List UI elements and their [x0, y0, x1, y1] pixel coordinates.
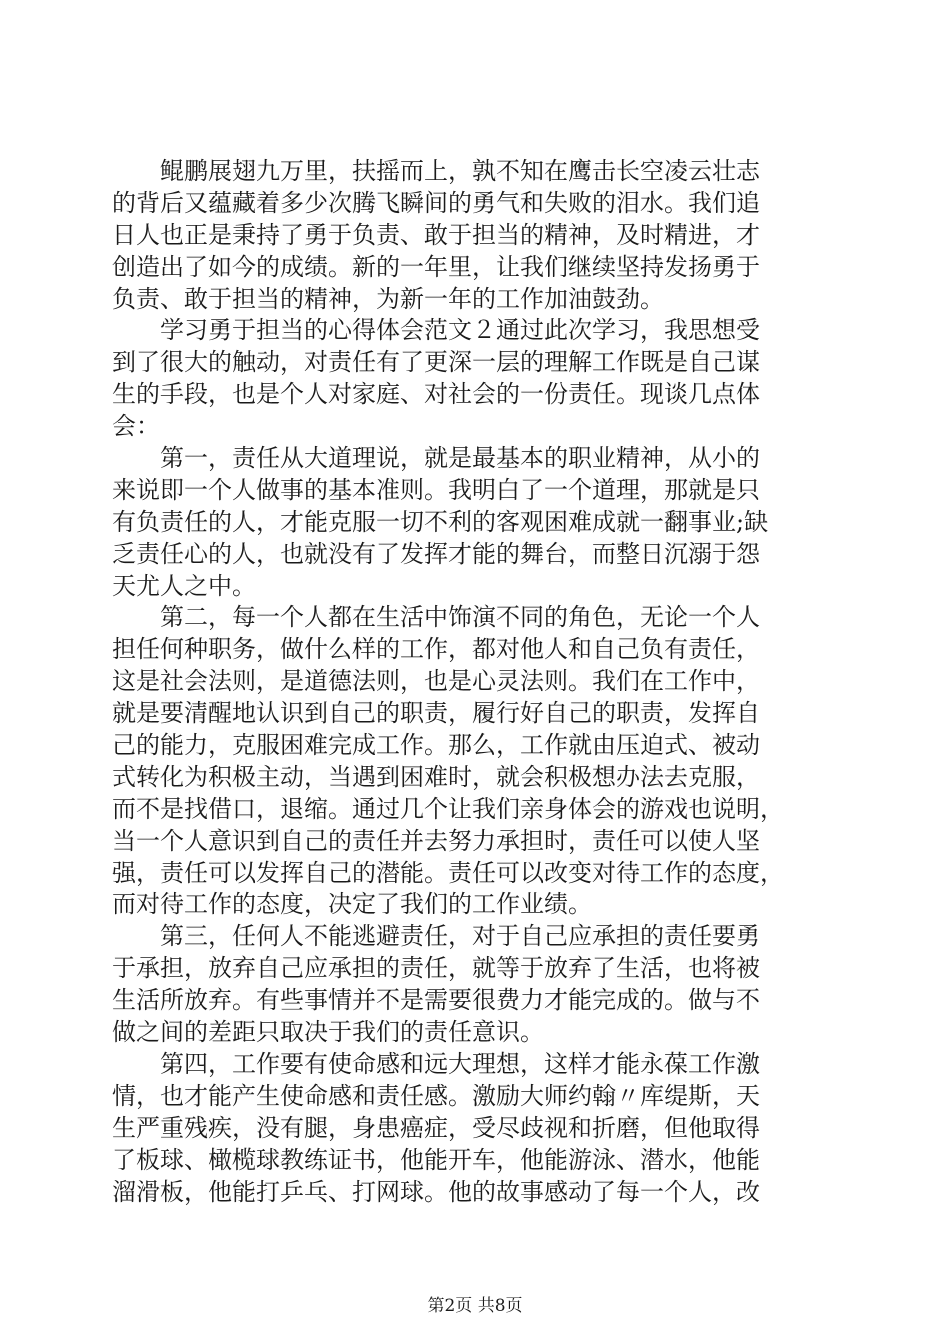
text-line: 第三，任何人不能逃避责任，对于自己应承担的责任要勇	[112, 922, 760, 951]
text-line: 于承担，放弃自己应承担的责任，就等于放弃了生活，也将被	[112, 954, 760, 983]
text-line: 这是社会法则，是道德法则，也是心灵法则。我们在工作中，	[112, 667, 760, 696]
text-line: 第一，责任从大道理说，就是最基本的职业精神，从小的	[112, 444, 760, 473]
text-line: 到了很大的触动，对责任有了更深一层的理解工作既是自己谋	[112, 348, 760, 377]
text-line: 了板球、橄榄球教练证书，他能开车，他能游泳、潜水，他能	[112, 1145, 760, 1174]
text-line: 天尤人之中。	[112, 571, 256, 600]
text-line: 生活所放弃。有些事情并不是需要很费力才能完成的。做与不	[112, 986, 760, 1015]
text-line: 情，也才能产生使命感和责任感。激励大师约翰〃库缇斯，天	[112, 1081, 760, 1110]
text-line: 做之间的差距只取决于我们的责任意识。	[112, 1018, 544, 1047]
text-line: 创造出了如今的成绩。新的一年里，让我们继续坚持发扬勇于	[112, 252, 760, 281]
text-line: 的背后又蕴藏着多少次腾飞瞬间的勇气和失败的泪水。我们追	[112, 188, 760, 217]
text-line: 担任何种职务，做什么样的工作，都对他人和自己负有责任，	[112, 635, 760, 664]
text-line: 而不是找借口，退缩。通过几个让我们亲身体会的游戏也说明，	[112, 794, 784, 823]
text-line: 来说即一个人做事的基本准则。我明白了一个道理，那就是只	[112, 475, 760, 504]
text-line: 而对待工作的态度，决定了我们的工作业绩。	[112, 890, 592, 919]
text-line: 会：	[112, 412, 160, 441]
text-line: 生的手段，也是个人对家庭、对社会的一份责任。现谈几点体	[112, 380, 760, 409]
text-line: 学习勇于担当的心得体会范文２通过此次学习，我思想受	[112, 316, 760, 345]
body-text	[112, 156, 836, 1208]
text-line: 负责、敢于担当的精神，为新一年的工作加油鼓劲。	[112, 284, 664, 313]
text-line: 乏责任心的人，也就没有了发挥才能的舞台，而整日沉溺于怨	[112, 539, 760, 568]
text-line: 强，责任可以发挥自己的潜能。责任可以改变对待工作的态度，	[112, 858, 784, 887]
text-line: 第二，每一个人都在生活中饰演不同的角色，无论一个人	[112, 603, 760, 632]
text-line: 生严重残疾，没有腿，身患癌症，受尽歧视和折磨，但他取得	[112, 1113, 760, 1142]
text-line: 就是要清醒地认识到自己的职责，履行好自己的职责，发挥自	[112, 699, 760, 728]
text-line: 鲲鹏展翅九万里，扶摇而上，孰不知在鹰击长空凌云壮志	[112, 157, 760, 185]
text-line: 溜滑板，他能打乒乓、打网球。他的故事感动了每一个人，改	[112, 1177, 760, 1206]
text-line: 当一个人意识到自己的责任并去努力承担时，责任可以使人坚	[112, 826, 760, 855]
page-footer: 第2页 共8页	[427, 1296, 523, 1316]
text-line: 日人也正是秉持了勇于负责、敢于担当的精神，及时精进，才	[112, 220, 760, 249]
text-line: 第四，工作要有使命感和远大理想，这样才能永葆工作激	[112, 1049, 760, 1078]
text-line: 己的能力，克服困难完成工作。那么，工作就由压迫式、被动	[112, 731, 760, 760]
text-line: 式转化为积极主动，当遇到困难时，就会积极想办法去克服，	[112, 762, 760, 791]
text-line: 有负责任的人，才能克服一切不利的客观困难成就一翻事业;缺	[112, 507, 769, 536]
